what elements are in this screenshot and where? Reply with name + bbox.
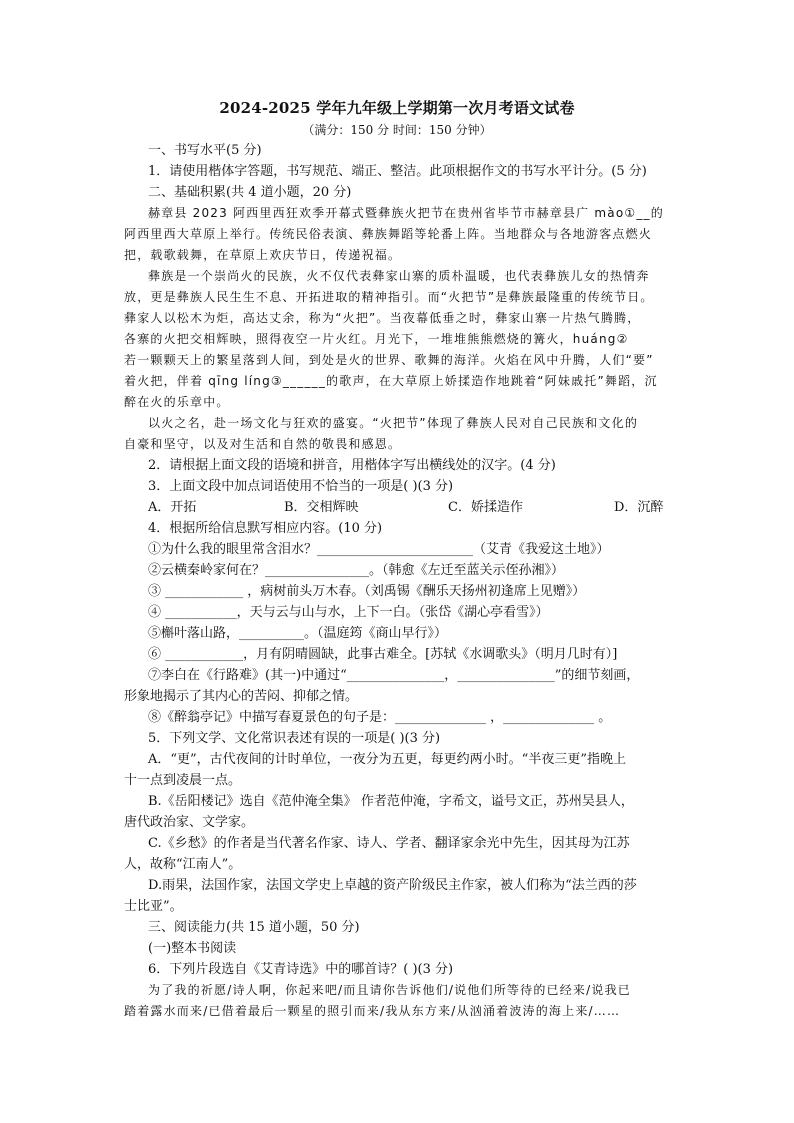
exam-title: 2024-2025 学年九年级上学期第一次月考语文试卷 (219, 99, 575, 117)
question-5: 5．下列文学、文化常识表述有误的一项是( )(3 分) (148, 731, 441, 746)
question-3-options (124, 497, 672, 518)
option-text-continued: 唐代政治家、文学家。 (124, 815, 255, 830)
passage-line: 彝家人以松木为炬，高达丈余，称为“火把”。当夜幕低垂之时，彝家山寨一片热气腾腾， (124, 311, 641, 325)
option-text: A．“更”，古代夜间的计时单位，一夜分为五更，每更约两小时。“半夜三更”指晚上 (148, 752, 626, 767)
option-b: B．交相辉映 (284, 500, 359, 515)
passage-line: 阿西里西大草原上举行。传统民俗表演、彝族舞蹈等轮番上阵。当地群众与各地游客点燃火 (124, 227, 653, 241)
passage-line: 醉在火的乐章中。 (124, 395, 230, 409)
recitation-item: ③ ____________ ，病树前头万木春。（刘禹锡《酬乐天扬州初逢席上见赠》） (148, 584, 586, 599)
recitation-item: ②云横秦岭家何在？________________。（韩愈《左迁至蓝关示侄孙湘》） (148, 563, 565, 578)
passage-line: 赫章县 2023 阿西里西狂欢季开幕式暨彝族火把节在贵州省毕节市赫章县广 mào①__的 (148, 206, 664, 220)
option-a: A．开拓 (148, 500, 197, 515)
recitation-item: ⑤槲叶落山路，__________。（温庭筠《商山早行》） (148, 626, 448, 641)
question-4: 4．根据所给信息默写相应内容。(10 分) (148, 521, 383, 536)
passage-line: 着火把，伴着 qīng líng③______的歌声，在大草原上娇揉造作地跳着“阿妹戚托”舞蹈，沉 (124, 374, 658, 388)
option-text-continued: 人，故称“江南人”。 (124, 857, 242, 872)
subsection-heading: (一)整本书阅读 (148, 941, 237, 956)
passage-line: 各寨的火把交相辉映，照得夜空一片火红。月光下，一堆堆熊熊燃烧的篝火，huáng② (124, 332, 629, 346)
question-6: 6．下列片段选自《艾青诗选》中的哪首诗？( )(3 分) (148, 962, 454, 977)
poem-excerpt-line: 踏着露水而来/已借着最后一颗星的照引而来/我从东方来/从汹涌着波涛的海上来/…… (124, 1004, 621, 1018)
option-text: D.雨果，法国作家，法国文学史上卓越的资产阶级民主作家，被人们称为“法兰西的莎 (148, 878, 637, 893)
passage-line: 把，载歌载舞，在草原上欢庆节日，传递祝福。 (124, 248, 402, 262)
passage-line: 放，更是彝族人民生生不息、开拓进取的精神指引。而“火把节”是彝族最隆重的传统节日。 (124, 290, 654, 304)
exam-subtitle: （满分：150 分 时间：150 分钟） (302, 123, 492, 137)
option-text-continued: 十一点到凌晨一点。 (124, 773, 242, 788)
poem-excerpt-line: 为了我的祈愿/诗人啊，你起来吧/而且请你告诉他们/说他们所等待的已经来/说我已 (148, 983, 631, 997)
passage-line: 若一颗颗天上的繁星落到人间，到处是火的世界、歌舞的海洋。火焰在风中升腾，人们“要” (124, 353, 654, 367)
recitation-item: ⑥ ____________，月有阴晴圆缺，此事古难全。[苏轼《水调歌头》（明月几时有）] (148, 647, 618, 662)
section-heading-basics: 二、基础积累(共 4 道小题，20 分) (148, 185, 352, 200)
option-text: C.《乡愁》的作者是当代著名作家、诗人、学者、翻译家余光中先生，因其母为江苏 (148, 836, 630, 851)
option-text-continued: 士比亚”。 (124, 899, 183, 914)
section-heading-writing: 一、书写水平(5 分) (148, 143, 262, 158)
option-d: D．沉醉 (614, 500, 664, 515)
section-heading-reading: 三、阅读能力(共 15 道小题，50 分) (148, 920, 360, 935)
recitation-item: ①为什么我的眼里常含泪水？________________________（艾青《我爱这土地》） (148, 542, 610, 557)
recitation-item: ⑦李白在《行路难》(其一)中通过“_______________，_______________”的细节刻画， (148, 668, 640, 683)
passage-line: 自豪和坚守，以及对生活和自然的敬畏和感恩。 (124, 437, 402, 451)
option-text: B.《岳阳楼记》选自《范仲淹全集》 作者范仲淹，字希文，谥号文正，苏州吴县人， (148, 794, 634, 809)
question-3: 3．上面文段中加点词语使用不恰当的一项是( )(3 分) (148, 479, 454, 494)
recitation-item: ⑧《醉翁亭记》中描写春夏景色的句子是：______________ ，______________ 。 (148, 710, 612, 725)
recitation-item-continued: 形象地揭示了其内心的苦闷、抑郁之情。 (124, 689, 359, 704)
question-2: 2．请根据上面文段的语境和拼音，用楷体字写出横线处的汉字。(4 分) (148, 458, 556, 473)
question-1: 1．请使用楷体字答题，书写规范、端正、整洁。此项根据作文的书写水平计分。(5 分) (148, 164, 647, 179)
exam-body (124, 140, 672, 1022)
passage-line: 以火之名，赴一场文化与狂欢的盛宴。“火把节”体现了彝族人民对自己民族和文化的 (148, 416, 639, 430)
option-c: C．娇揉造作 (448, 500, 523, 515)
passage-line: 彝族是一个崇尚火的民族，火不仅代表彝家山寨的质朴温暖，也代表彝族儿女的热情奔 (148, 269, 650, 283)
recitation-item: ④ ___________，天与云与山与水，上下一白。（张岱《湖心亭看雪》） (148, 605, 549, 620)
